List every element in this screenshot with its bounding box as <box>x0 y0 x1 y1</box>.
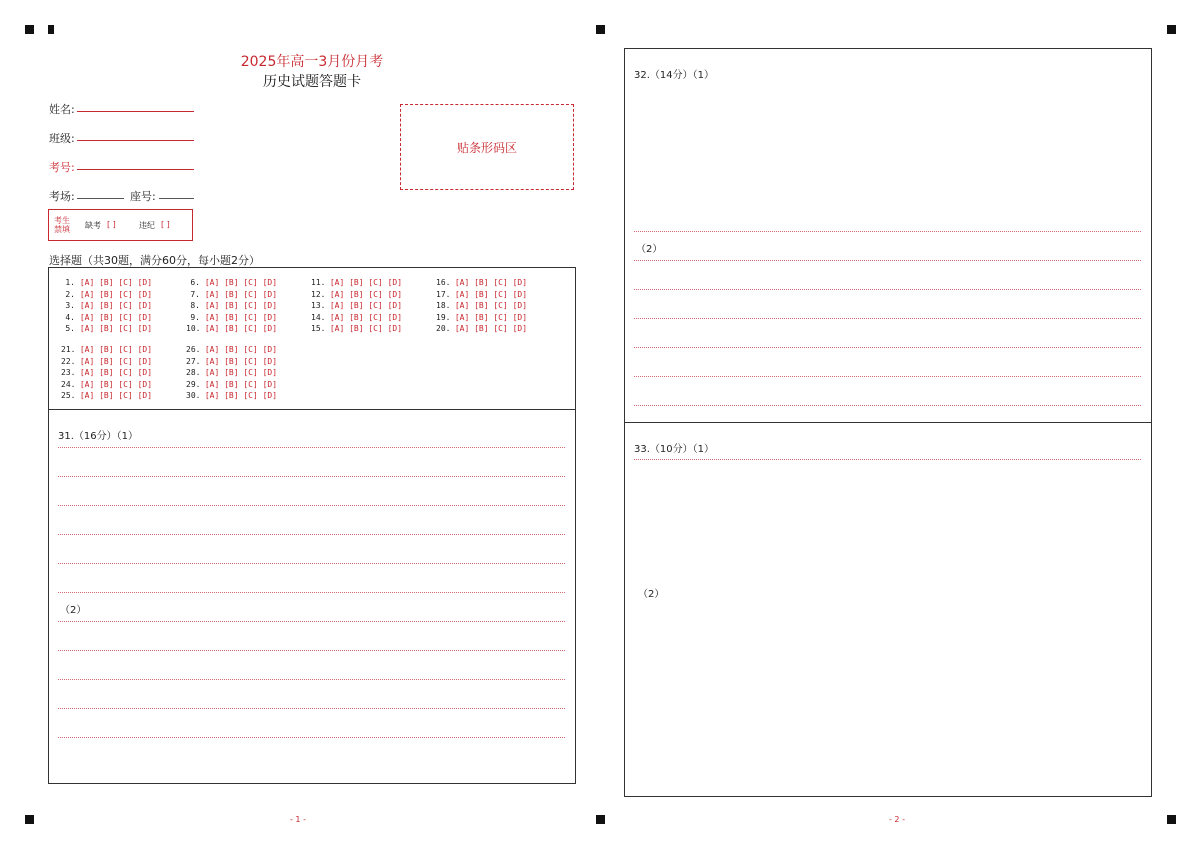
exam-number-label: 考号: <box>49 161 75 174</box>
answer-options[interactable]: [A] [B] [C] [D] <box>200 391 278 400</box>
answer-options[interactable]: [A] [B] [C] [D] <box>75 312 153 322</box>
answer-options[interactable]: [A] [B] [C] [D] <box>75 345 153 354</box>
exam-room-label: 考场: <box>49 190 75 203</box>
choice-question-11[interactable] <box>311 278 402 287</box>
answer-line <box>58 650 565 651</box>
question-number: 28. <box>186 368 201 377</box>
answer-options[interactable]: [A] [B] [C] [D] <box>325 301 403 310</box>
answer-options[interactable]: [A] [B] [C] [D] <box>450 312 528 322</box>
choice-section-heading: 选择题（共30题，满分60分，每小题2分） <box>49 254 260 267</box>
question-number: 1. <box>65 278 75 287</box>
choice-question-30[interactable] <box>186 391 277 400</box>
answer-options[interactable]: [A] [B] [C] [D] <box>200 345 278 354</box>
question-number: 8. <box>190 301 200 310</box>
answer-options[interactable]: [A] [B] [C] [D] <box>450 301 528 310</box>
class-label: 班级: <box>49 132 75 145</box>
choice-question-10[interactable] <box>186 324 277 333</box>
question-number: 3. <box>65 301 75 310</box>
question-number: 23. <box>61 368 76 377</box>
page-number: - 1 - <box>290 815 306 824</box>
question-number: 29. <box>186 379 201 389</box>
answer-line <box>58 534 565 535</box>
q32-answer-box <box>624 48 1152 423</box>
answer-options[interactable]: [A] [B] [C] [D] <box>450 324 528 333</box>
answer-line <box>634 231 1141 232</box>
answer-options[interactable]: [A] [B] [C] [D] <box>200 368 278 377</box>
question-number: 21. <box>61 345 76 354</box>
answer-options[interactable]: [A] [B] [C] [D] <box>75 391 153 400</box>
registration-mark <box>596 815 605 824</box>
answer-line <box>634 289 1141 290</box>
choice-question-27[interactable] <box>186 357 277 366</box>
q33-answer-box <box>624 422 1152 797</box>
choice-question-3[interactable] <box>61 301 152 310</box>
choice-question-7[interactable] <box>186 290 277 299</box>
answer-options[interactable]: [A] [B] [C] [D] <box>75 301 153 310</box>
question-number: 7. <box>190 289 200 299</box>
answer-options[interactable]: [A] [B] [C] [D] <box>325 289 403 299</box>
name-label: 姓名: <box>49 103 75 116</box>
question-number: 18. <box>436 301 451 310</box>
answer-options[interactable]: [A] [B] [C] [D] <box>200 301 278 310</box>
answer-line <box>58 592 565 593</box>
answer-line <box>634 260 1141 261</box>
absent-label: 缺考 <box>85 221 101 230</box>
choice-question-20[interactable] <box>436 324 527 333</box>
choice-question-17[interactable] <box>436 290 527 299</box>
question-number: 4. <box>65 312 75 322</box>
question-number: 2. <box>65 289 75 299</box>
barcode-area <box>400 104 574 190</box>
answer-options[interactable]: [A] [B] [C] [D] <box>75 278 153 287</box>
answer-options[interactable]: [A] [B] [C] [D] <box>200 312 278 322</box>
choice-question-28[interactable] <box>186 368 277 377</box>
answer-options[interactable]: [A] [B] [C] [D] <box>75 379 153 389</box>
q31-answer-box <box>48 409 576 784</box>
question-number: 22. <box>61 356 76 366</box>
choice-question-18[interactable] <box>436 301 527 310</box>
question-number: 10. <box>186 324 201 333</box>
registration-mark <box>25 815 34 824</box>
choice-answer-box <box>48 267 576 410</box>
violation-label: 违纪 <box>139 221 155 230</box>
answer-line <box>58 476 565 477</box>
staff-only-box <box>48 209 193 241</box>
question-number: 13. <box>311 301 326 310</box>
question-number: 24. <box>61 379 76 389</box>
answer-options[interactable]: [A] [B] [C] [D] <box>200 356 278 366</box>
choice-question-26[interactable] <box>186 345 277 354</box>
answer-line <box>634 459 1141 460</box>
exam-title: 2025年高一3月份月考 <box>240 54 384 70</box>
choice-question-12[interactable] <box>311 290 402 299</box>
answer-options[interactable]: [A] [B] [C] [D] <box>75 324 153 333</box>
question-number: 20. <box>436 324 451 333</box>
question-number: 30. <box>186 391 201 400</box>
class-field[interactable] <box>77 130 194 141</box>
answer-line <box>58 737 565 738</box>
exam-number-field[interactable] <box>77 159 194 170</box>
choice-question-25[interactable] <box>61 391 152 400</box>
answer-line <box>58 505 565 506</box>
answer-options[interactable]: [A] [B] [C] [D] <box>450 278 528 287</box>
page-number: - 2 - <box>889 815 905 824</box>
question-number: 27. <box>186 356 201 366</box>
question-number: 26. <box>186 345 201 354</box>
answer-line <box>58 708 565 709</box>
choice-question-15[interactable] <box>311 324 402 333</box>
choice-question-24[interactable] <box>61 380 152 389</box>
registration-mark <box>596 25 605 34</box>
choice-question-1[interactable] <box>61 278 152 287</box>
choice-question-4[interactable] <box>61 313 152 322</box>
exam-room-field[interactable] <box>77 188 124 199</box>
answer-line <box>634 318 1141 319</box>
choice-question-22[interactable] <box>61 357 152 366</box>
answer-options[interactable]: [A] [B] [C] [D] <box>200 289 278 299</box>
q31-part2-label: （2） <box>60 605 87 616</box>
q32-part2-label: （2） <box>636 244 663 255</box>
choice-question-23[interactable] <box>61 368 152 377</box>
answer-options[interactable]: [A] [B] [C] [D] <box>450 289 528 299</box>
answer-options[interactable]: [A] [B] [C] [D] <box>325 324 403 333</box>
answer-options[interactable]: [A] [B] [C] [D] <box>75 368 153 377</box>
question-number: 11. <box>311 278 326 287</box>
card-title: 历史试题答题卡 <box>263 74 361 90</box>
choice-question-14[interactable] <box>311 313 402 322</box>
question-number: 17. <box>436 289 451 299</box>
question-number: 5. <box>65 324 75 333</box>
question-number: 6. <box>190 278 200 287</box>
choice-question-21[interactable] <box>61 345 152 354</box>
answer-options[interactable]: [A] [B] [C] [D] <box>325 278 403 287</box>
question-number: 19. <box>436 312 451 322</box>
question-number: 14. <box>311 312 326 322</box>
barcode-area-label: 贴条形码区 <box>456 140 517 155</box>
answer-line <box>58 621 565 622</box>
absent-checkbox[interactable]: [ ] <box>107 220 116 229</box>
choice-question-16[interactable] <box>436 278 527 287</box>
answer-options[interactable]: [A] [B] [C] [D] <box>75 356 153 366</box>
q31-label: 31.（16分）（1） <box>58 431 138 442</box>
violation-checkbox[interactable]: [ ] <box>161 220 170 229</box>
question-number: 12. <box>311 289 326 299</box>
choice-question-2[interactable] <box>61 290 152 299</box>
question-number: 9. <box>190 312 200 322</box>
choice-question-5[interactable] <box>61 324 152 333</box>
answer-line <box>634 405 1141 406</box>
choice-question-19[interactable] <box>436 313 527 322</box>
registration-mark <box>1167 25 1176 34</box>
seat-label: 座号: <box>130 190 156 203</box>
choice-question-13[interactable] <box>311 301 402 310</box>
choice-question-9[interactable] <box>186 313 277 322</box>
registration-mark <box>25 25 34 34</box>
choice-question-8[interactable] <box>186 301 277 310</box>
registration-mark <box>48 25 54 34</box>
answer-line <box>58 679 565 680</box>
name-field[interactable] <box>77 101 194 112</box>
answer-options[interactable]: [A] [B] [C] [D] <box>200 379 278 389</box>
q33-label: 33.（10分）（1） <box>634 444 714 455</box>
q32-label: 32.（14分）（1） <box>634 70 714 81</box>
answer-line <box>58 447 565 448</box>
question-number: 25. <box>61 391 76 400</box>
choice-question-29[interactable] <box>186 380 277 389</box>
answer-options[interactable]: [A] [B] [C] [D] <box>325 312 403 322</box>
q33-part2-label: （2） <box>638 589 665 600</box>
answer-options[interactable]: [A] [B] [C] [D] <box>200 278 278 287</box>
answer-line <box>634 347 1141 348</box>
seat-field[interactable] <box>159 188 194 199</box>
answer-options[interactable]: [A] [B] [C] [D] <box>200 324 278 333</box>
question-number: 16. <box>436 278 451 287</box>
question-number: 15. <box>311 324 326 333</box>
staff-only-label: 考生 禁填 <box>54 216 70 234</box>
answer-line <box>634 376 1141 377</box>
choice-question-6[interactable] <box>186 278 277 287</box>
registration-mark <box>1167 815 1176 824</box>
answer-options[interactable]: [A] [B] [C] [D] <box>75 289 153 299</box>
answer-line <box>58 563 565 564</box>
